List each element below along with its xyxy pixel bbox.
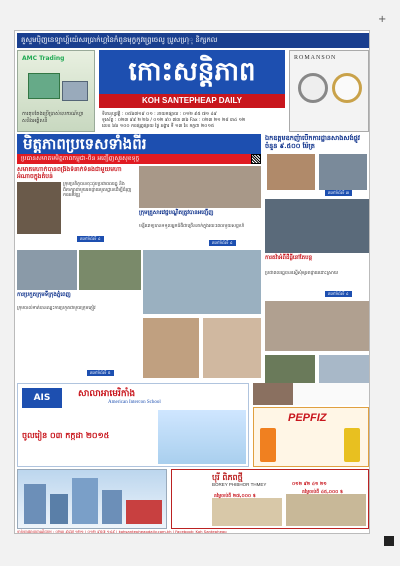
ad-left[interactable] [17, 50, 95, 132]
story-photo [17, 182, 61, 234]
story-block[interactable] [17, 166, 137, 248]
watch-icon [298, 73, 328, 103]
page-corner-mark: + [378, 14, 387, 25]
school-ad-logo: AIS [22, 388, 62, 408]
story-headline: ឯកឧត្តមឧកញ៉ាបើកការដ្ឋានសាងសង់ផ្លូវចំនួន ៩.៥០០ ម៉ែត្រ [265, 134, 360, 150]
ad-left-caption: ការតុបតែងប្រើប្រាស់ឧបករណ៍ហ្គាសនិងអគ្គិសនី [22, 111, 84, 124]
story-photo [17, 250, 77, 290]
story-block[interactable] [143, 250, 261, 380]
masthead-logo: កោះសន្តិភាព [99, 50, 285, 94]
watch-icon [332, 73, 362, 103]
building-icon [50, 494, 68, 524]
story-continue-tag: តទៅទំព័រទី ៤ [325, 291, 352, 297]
masthead-info [99, 111, 285, 131]
story-headline: សមាគមហាក់បានពង្រឹងទំនាក់ទំនងជាមួយមហាអំណាចក្នុងតំបន់ [17, 166, 122, 180]
newspaper-page [14, 30, 370, 534]
lead-headline: មិត្តភាពប្រទេសទាំងពីរ [17, 134, 261, 154]
school-ad-photo [158, 410, 246, 464]
school-ad-date: ចូលរៀន ០៣ កក្កដា ២០១៥ [22, 431, 110, 440]
top-banner: គួសួមប៉ិញនេទ្បាហ្គ៍យ៉េសរប្រាក់ហ្គនៃកំពូនមុក្ខកូវព្ទ្រេចេលូ ប្រូសហុ្រុ និក្សកល [17, 33, 369, 48]
realestate-ad-price: តម្លៃចាប់ពី ២៧,០០០ $ [214, 494, 256, 499]
story-photo [139, 166, 261, 208]
story-photo [143, 250, 261, 314]
masthead-logo-en: KOH SANTEPHEAP DAILY [99, 94, 285, 108]
qr-code-icon [251, 154, 261, 164]
building-ad[interactable] [17, 469, 167, 529]
story-photo [203, 318, 261, 378]
realestate-ad-price: តម្លៃចាប់ពី ៤៥,០០០ $ [302, 490, 344, 495]
story-photo [79, 250, 141, 290]
masthead-info-line: លេខ ៦៦ ១០០ ការផ្សព្វផ្សាយ ថ្ងៃ អង្គារ ទី ១៣ ខែ កក្កដា ២០១៥ [102, 124, 215, 129]
house-photo [212, 498, 282, 526]
masthead-info-line: ទិនានុប្បវត្តិ : ០៥៦៧១៩ ០១ : នាយកផ្សាយ : ០១២ ៩៥ ៧១ ៤៩ [102, 112, 217, 117]
drink-can-icon [344, 428, 360, 462]
building-icon [102, 490, 122, 524]
story-block[interactable] [265, 199, 369, 299]
realestate-ad-title-en: BOREY PHIBHOR THMEY [212, 482, 267, 487]
realestate-ad-phone: ០១២ ៩២ ៤១ ២១ [292, 482, 327, 487]
story-photo [265, 199, 369, 253]
pepfiz-ad-brand: PEPFIZ [288, 412, 327, 424]
story-photo [253, 383, 293, 405]
story-headline: ការប្រកួតក្រុមទីក្រុងភ្នំពេញ [17, 292, 71, 298]
story-photo [267, 154, 315, 190]
house-photo [286, 494, 366, 526]
story-headline: ក្រុមគ្រួសារវេជ្ជបណ្ឌិតត្រូវបានអញ្ជើញ [139, 210, 214, 216]
story-headline: ការតវ៉ាអំពីដីធ្លីនៅតែបន្ត [265, 255, 313, 261]
story-photo [265, 301, 369, 351]
page-corner-block [384, 536, 394, 546]
ad-left-product-image [28, 73, 60, 99]
masthead [99, 50, 285, 110]
story-photo [319, 154, 367, 190]
realestate-ad-title: បុរី ពិភពថ្មី [212, 472, 243, 482]
story-block[interactable] [265, 134, 369, 196]
building-icon [72, 478, 98, 524]
story-block[interactable] [139, 166, 261, 248]
building-icon [126, 500, 162, 524]
masthead-info-line: ទូរស័ព្ទ : ០២៣ ៩៩ ២ ២៦ / ០១២ ៩០ ៧៣ ៣៦ Fax : ០២៣ ២១ ២៨ ៣៤ ១២ [102, 118, 246, 123]
story-body: មន្ទីរពេទ្យបានទទួលអ្នកជំងឺជាច្រើននាក់ក្នុងរយៈពេលមួយសប្តាហ៍ [139, 224, 245, 229]
ad-right[interactable] [289, 50, 369, 132]
ad-left-title: AMC Trading [22, 55, 65, 62]
story-body: ក្រុមប្រតិភូបានចុះជួបប្រជាពលរដ្ឋ និងពិភាក្សាជាមួយអាជ្ញាធរមូលដ្ឋានដើម្បីជំរុញការអភិវឌ្ឍ [63, 182, 132, 198]
story-body: ក្រុមបាល់ទាត់បានឈ្នះការប្រកួតជាមួយក្រុមភ្ញៀវ [17, 306, 96, 311]
story-block[interactable] [17, 250, 141, 380]
drink-can-icon [260, 428, 276, 462]
lead-subline: ប្រធានសមាគមមិត្តភាពកម្ពុជា-ចិន អញ្ជើញសួរសុខទុក្ខ [17, 154, 261, 164]
story-body: ប្រជាពលរដ្ឋបានស្នើសុំឲ្យអាជ្ញាធរដោះស្រាយ [265, 271, 339, 276]
story-block [253, 383, 369, 405]
story-photo [143, 318, 199, 378]
school-ad-title-en: American Intercon School [108, 400, 161, 405]
school-ad[interactable] [17, 383, 249, 467]
ad-left-product-image-2 [62, 81, 88, 101]
story-continue-tag: តទៅទំព័រទី ៤ [77, 236, 104, 242]
story-continue-tag: តទៅទំព័រទី ៤ [209, 240, 236, 246]
building-icon [24, 484, 46, 524]
school-ad-title: សាលាអាមេរិកាំង [78, 389, 136, 399]
ad-right-brand: ROMANSON [294, 55, 337, 61]
page-footer: ទាក់ទងផ្សាយពាណិជ្ជកម្ម : ០២៣ ៩៨៧ ១២១ | ០១២ ៩៥៧ ១៤៩ | kohsantepheapdaily.com.kh | Facebook: Koh Santepheap [17, 529, 227, 534]
story-continue-tag: តទៅទំព័រទី ៣ [325, 190, 352, 196]
pepfiz-ad[interactable] [253, 407, 369, 467]
story-continue-tag: តទៅទំព័រទី ៥ [87, 370, 114, 376]
realestate-ad[interactable] [171, 469, 369, 529]
